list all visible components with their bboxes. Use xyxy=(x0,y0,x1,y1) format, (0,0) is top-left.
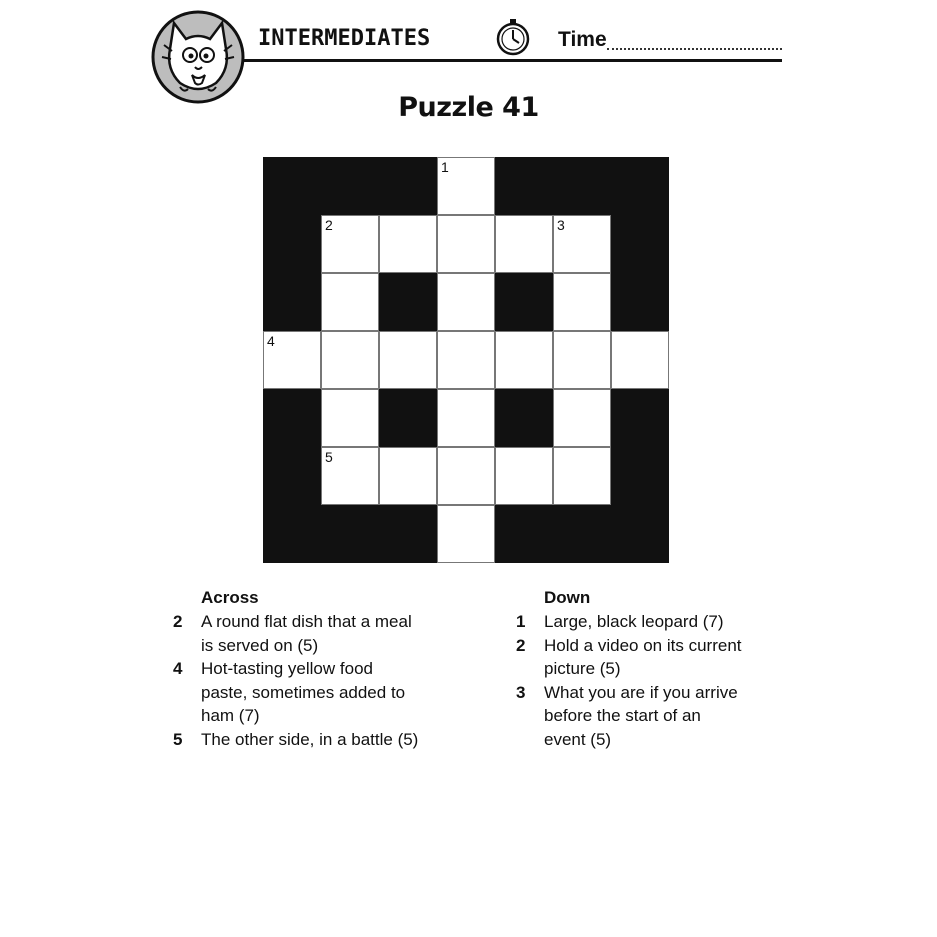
clue-line: Hold a video on its current xyxy=(544,635,742,655)
cell-number: 4 xyxy=(267,333,275,349)
cell-number: 3 xyxy=(557,217,565,233)
clue-line: What you are if you arrive xyxy=(544,682,738,702)
crossword-cell[interactable] xyxy=(321,331,379,389)
level-label: INTERMEDIATES xyxy=(258,26,431,51)
crossword-cell[interactable] xyxy=(437,157,495,215)
crossword-cell[interactable] xyxy=(321,389,379,447)
crossword-cell[interactable] xyxy=(437,215,495,273)
clue-text xyxy=(201,728,463,752)
clue-text xyxy=(544,681,806,752)
puzzle-title: Puzzle 41 xyxy=(398,92,539,123)
crossword-cell[interactable] xyxy=(553,273,611,331)
clue-line: Large, black leopard (7) xyxy=(544,612,724,631)
crossword-cell[interactable] xyxy=(553,389,611,447)
clue-line: A round flat dish that a meal xyxy=(201,612,412,631)
across-heading: Across xyxy=(201,588,259,607)
stopwatch-icon xyxy=(494,18,532,56)
clue-text xyxy=(201,610,463,657)
cell-number: 5 xyxy=(325,449,333,465)
down-clue xyxy=(516,681,806,752)
across-clue xyxy=(173,657,463,728)
time-label: Time xyxy=(558,28,607,51)
clue-line: The other side, in a battle (5) xyxy=(201,729,419,749)
crossword-cell[interactable] xyxy=(495,331,553,389)
clue-line: paste, sometimes added to xyxy=(201,682,406,702)
cell-number: 2 xyxy=(325,217,333,233)
crossword-cell[interactable] xyxy=(379,215,437,273)
clue-line: Hot-tasting yellow food xyxy=(201,659,373,678)
crossword-cell[interactable] xyxy=(321,447,379,505)
crossword-cell[interactable] xyxy=(321,215,379,273)
time-entry-line xyxy=(607,48,782,50)
crossword-cell[interactable] xyxy=(263,331,321,389)
crossword-cell[interactable] xyxy=(611,331,669,389)
clue-number: 5 xyxy=(173,729,183,749)
clue-number: 4 xyxy=(173,659,183,678)
crossword-cell[interactable] xyxy=(437,331,495,389)
clue-line: event (5) xyxy=(544,729,612,749)
clue-text xyxy=(544,610,806,634)
clue-number: 3 xyxy=(516,682,526,702)
crossword-cell[interactable] xyxy=(553,215,611,273)
crossword-cell[interactable] xyxy=(437,273,495,331)
clue-line: before the start of an xyxy=(544,706,701,725)
crossword-cell[interactable] xyxy=(553,331,611,389)
crossword-cell[interactable] xyxy=(437,505,495,563)
clue-text xyxy=(544,634,806,681)
crossword-cell[interactable] xyxy=(495,215,553,273)
cell-number: 1 xyxy=(441,159,449,175)
cat-face-icon xyxy=(150,9,246,105)
across-clue xyxy=(173,610,463,657)
clue-number: 1 xyxy=(516,612,526,631)
header-rule xyxy=(243,59,782,62)
crossword-cell[interactable] xyxy=(379,447,437,505)
clue-line: ham (7) xyxy=(201,706,260,725)
across-clue xyxy=(173,728,463,752)
crossword-cell[interactable] xyxy=(321,273,379,331)
down-clue xyxy=(516,634,806,681)
crossword-cell[interactable] xyxy=(437,389,495,447)
down-clues xyxy=(516,586,806,751)
clue-number: 2 xyxy=(173,612,183,631)
across-clues xyxy=(173,586,463,751)
down-clue xyxy=(516,610,806,634)
down-heading: Down xyxy=(544,588,591,607)
clue-text xyxy=(201,657,463,728)
crossword-cell[interactable] xyxy=(379,331,437,389)
clue-line: picture (5) xyxy=(544,659,621,678)
crossword-cell[interactable] xyxy=(437,447,495,505)
clue-number: 2 xyxy=(516,635,526,655)
crossword-grid xyxy=(263,157,669,563)
crossword-cell[interactable] xyxy=(553,447,611,505)
clue-line: is served on (5) xyxy=(201,635,319,655)
crossword-cell[interactable] xyxy=(495,447,553,505)
